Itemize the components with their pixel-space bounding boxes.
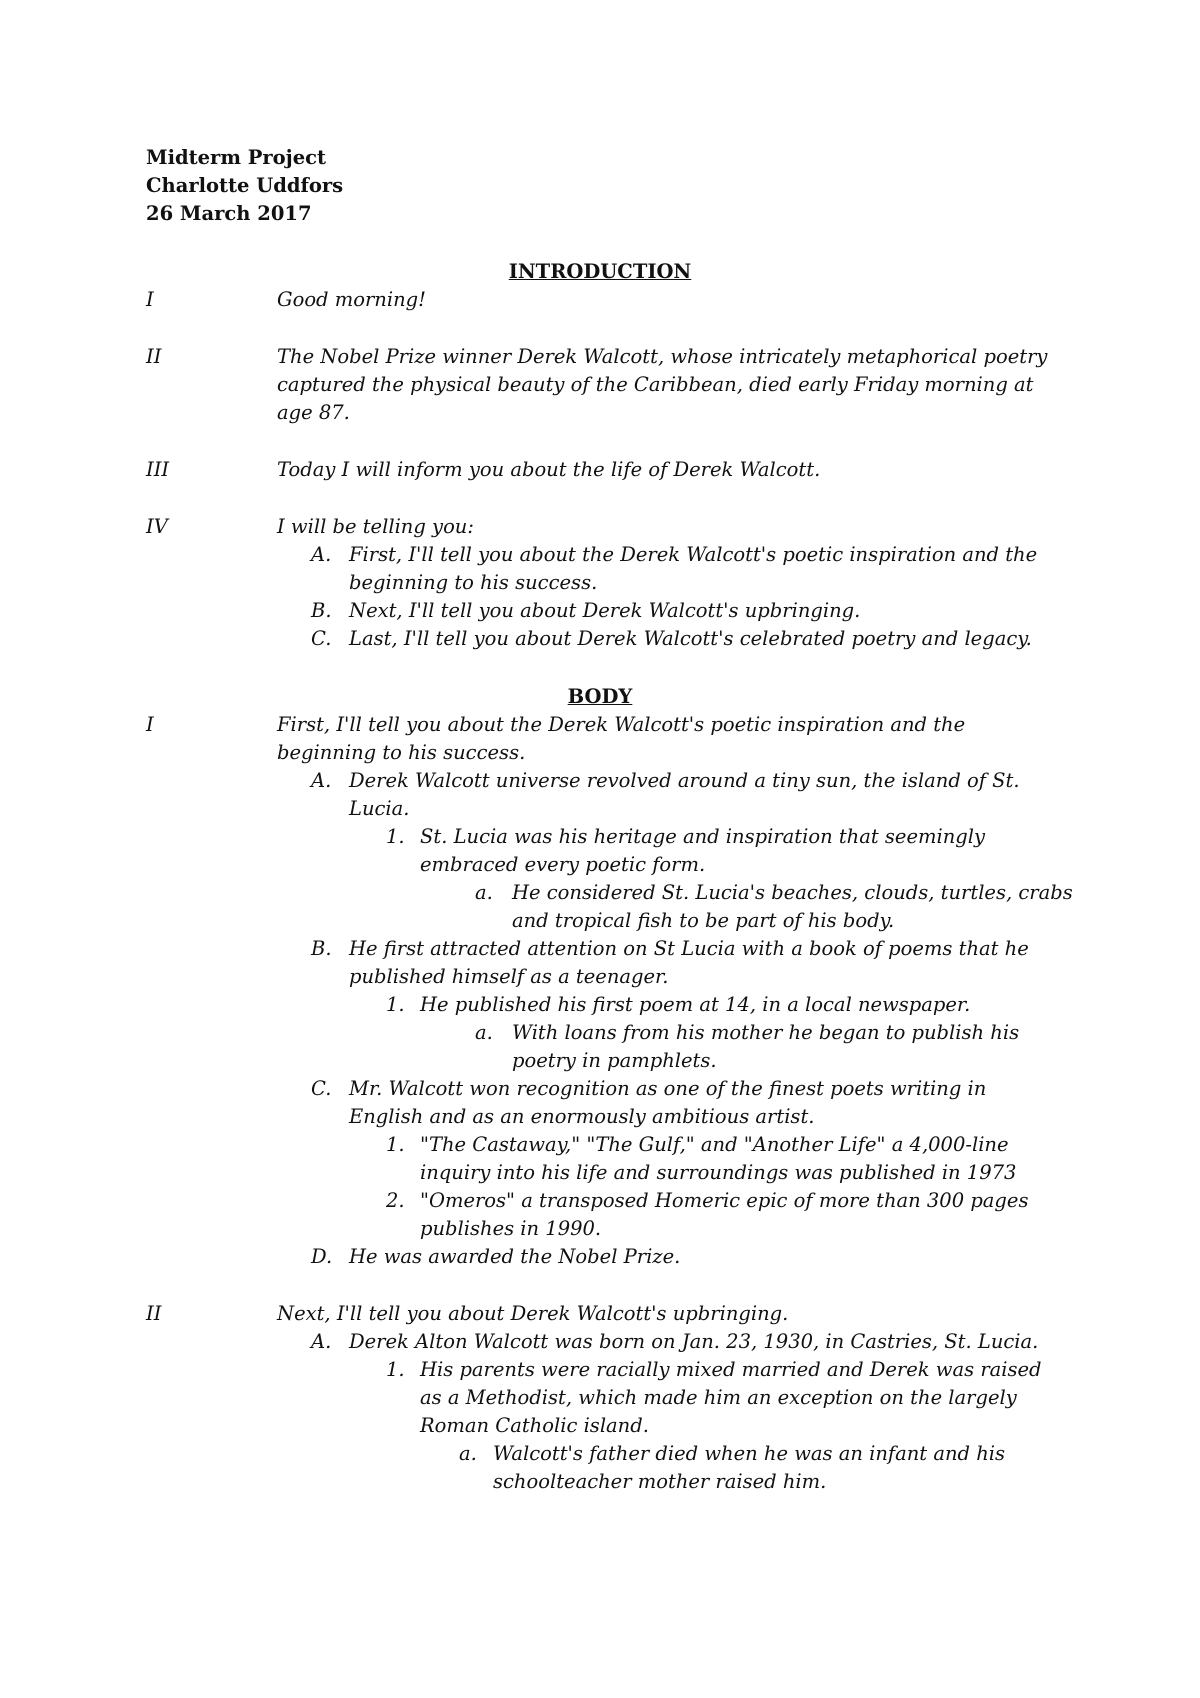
body-i-c-line: English and as an enormously ambitious artist. <box>349 1105 815 1128</box>
body-i-line: beginning to his success. <box>277 741 526 764</box>
intro-ii-line: age 87. <box>277 401 350 424</box>
body-i-b-1-a-line: With loans from his mother he began to publish his <box>512 1021 1020 1044</box>
body-i-b-1-marker-a: a. <box>475 1021 493 1044</box>
body-i-a-1-line: embraced every poetic form. <box>420 853 706 876</box>
document-title: Midterm Project <box>146 146 327 169</box>
intro-iv-c-text: Last, I'll tell you about Derek Walcott's celebrated poetry and legacy. <box>349 627 1032 650</box>
body-i-d-text: He was awarded the Nobel Prize. <box>349 1245 681 1268</box>
body-i-b-1-text: He published his first poem at 14, in a local newspaper. <box>420 993 971 1016</box>
intro-iv-marker-a: A. <box>311 543 332 566</box>
body-ii-a-1-line: as a Methodist, which made him an exception on the largely <box>420 1386 1017 1409</box>
body-i-b-line: published himself as a teenager. <box>349 965 669 988</box>
intro-ii-line: The Nobel Prize winner Derek Walcott, whose intricately metaphorical poetry <box>277 345 1048 368</box>
intro-iv-text: I will be telling you: <box>277 515 474 538</box>
intro-iii-text: Today I will inform you about the life of Derek Walcott. <box>277 458 821 481</box>
body-i-marker-b: B. <box>311 937 332 960</box>
body-i-c-2-line: publishes in 1990. <box>420 1217 602 1240</box>
body-i-a-line: Lucia. <box>349 797 410 820</box>
body-i-a-marker-1: 1. <box>386 825 405 848</box>
body-i-b-1-a-line: poetry in pamphlets. <box>512 1049 717 1072</box>
intro-numeral-iv: IV <box>146 515 168 538</box>
body-i-a-1-a-line: He considered St. Lucia's beaches, clouds, turtles, crabs <box>512 881 1073 904</box>
body-i-c-1-line: inquiry into his life and surroundings was published in 1973 <box>420 1161 1017 1184</box>
introduction-heading: INTRODUCTION <box>508 260 692 283</box>
intro-iv-b-text: Next, I'll tell you about Derek Walcott's upbringing. <box>349 599 861 622</box>
intro-i-text: Good morning! <box>277 288 426 311</box>
author-name: Charlotte Uddfors <box>146 174 344 197</box>
body-numeral-i: I <box>146 713 154 736</box>
body-i-a-line: Derek Walcott universe revolved around a tiny sun, the island of St. <box>349 769 1020 792</box>
intro-numeral-iii: III <box>146 458 170 481</box>
intro-numeral-ii: II <box>146 345 162 368</box>
body-i-c-2-line: "Omeros" a transposed Homeric epic of more than 300 pages <box>420 1189 1029 1212</box>
body-i-line: First, I'll tell you about the Derek Walcott's poetic inspiration and the <box>277 713 966 736</box>
body-i-a-1-marker-a: a. <box>475 881 493 904</box>
intro-iv-a-line: First, I'll tell you about the Derek Walcott's poetic inspiration and the <box>349 543 1038 566</box>
body-ii-a-text: Derek Alton Walcott was born on Jan. 23, 1930, in Castries, St. Lucia. <box>349 1330 1039 1353</box>
body-numeral-ii: II <box>146 1302 162 1325</box>
body-ii-marker-a: A. <box>311 1330 332 1353</box>
body-ii-text: Next, I'll tell you about Derek Walcott's upbringing. <box>277 1302 789 1325</box>
body-i-marker-d: D. <box>311 1245 333 1268</box>
body-ii-a-marker-1: 1. <box>386 1358 405 1381</box>
body-i-a-1-line: St. Lucia was his heritage and inspiration that seemingly <box>420 825 986 848</box>
body-i-b-line: He first attracted attention on St Lucia with a book of poems that he <box>349 937 1029 960</box>
body-ii-a-1-line: Roman Catholic island. <box>420 1414 649 1437</box>
body-i-marker-a: A. <box>311 769 332 792</box>
body-ii-a-1-a-line: Walcott's father died when he was an infant and his <box>493 1442 1005 1465</box>
body-ii-a-1-a-line: schoolteacher mother raised him. <box>493 1470 827 1493</box>
body-i-a-1-a-line: and tropical fish to be part of his body. <box>512 909 895 932</box>
intro-iv-a-line: beginning to his success. <box>349 571 598 594</box>
intro-ii-line: captured the physical beauty of the Caribbean, died early Friday morning at <box>277 373 1034 396</box>
intro-iv-marker-b: B. <box>311 599 332 622</box>
body-i-c-line: Mr. Walcott won recognition as one of the finest poets writing in <box>349 1077 987 1100</box>
body-i-marker-c: C. <box>311 1077 332 1100</box>
body-i-b-marker-1: 1. <box>386 993 405 1016</box>
body-i-c-marker-2: 2. <box>386 1189 405 1212</box>
body-heading: BODY <box>567 685 633 708</box>
body-i-c-1-line: "The Castaway," "The Gulf," and "Another Life" a 4,000-line <box>420 1133 1009 1156</box>
body-i-c-marker-1: 1. <box>386 1133 405 1156</box>
intro-iv-marker-c: C. <box>311 627 332 650</box>
intro-numeral-i: I <box>146 288 154 311</box>
body-ii-a-1-marker-a: a. <box>459 1442 477 1465</box>
body-ii-a-1-line: His parents were racially mixed married and Derek was raised <box>420 1358 1042 1381</box>
document-date: 26 March 2017 <box>146 202 312 225</box>
